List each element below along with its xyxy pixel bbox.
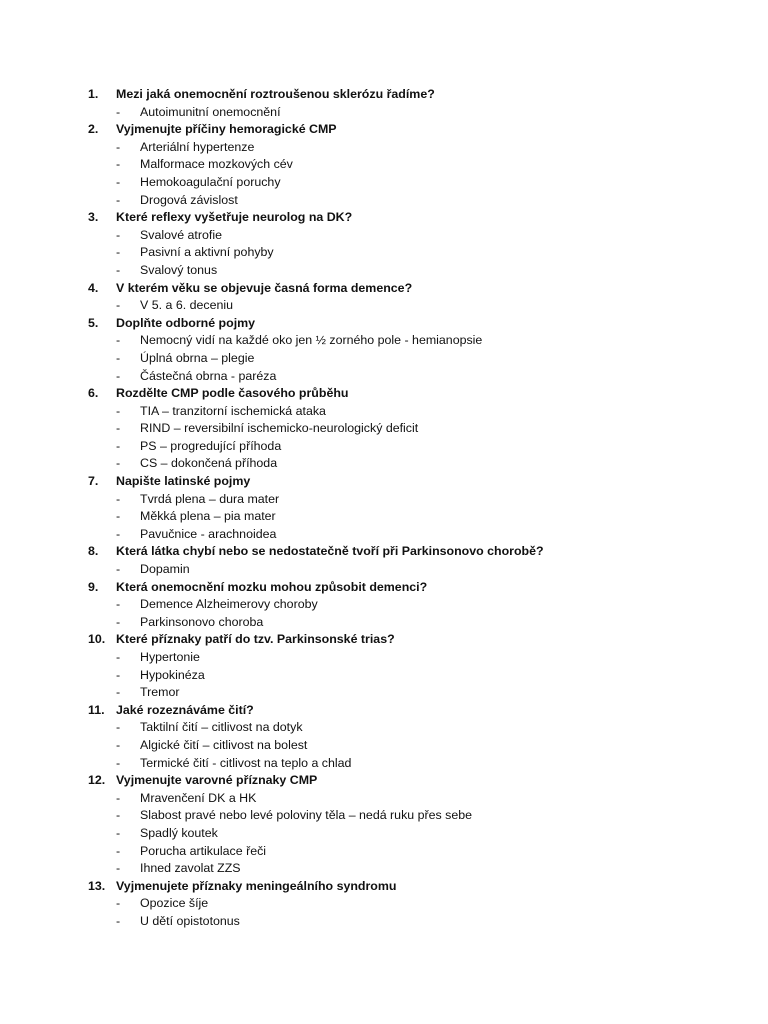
question-item: [88, 772, 728, 878]
answer-text: RIND – reversibilní ischemicko-neurologický deficit: [140, 421, 419, 436]
dash-bullet: -: [116, 157, 121, 172]
dash-bullet: -: [116, 667, 121, 682]
dash-bullet: -: [116, 509, 121, 524]
question-item: [88, 878, 728, 931]
dash-bullet: -: [116, 614, 121, 629]
question-text: Vyjmenujete příznaky meningeálního syndromu: [116, 878, 397, 893]
question-heading: [88, 878, 728, 896]
question-heading: [88, 543, 728, 561]
question-item: [88, 315, 728, 385]
answer-item: [88, 508, 728, 526]
question-number: 5.: [88, 315, 99, 330]
answer-text: Částečná obrna - paréza: [140, 368, 277, 383]
answer-item: [88, 403, 728, 421]
answer-text: Hypertonie: [140, 650, 200, 664]
dash-bullet: -: [116, 720, 121, 735]
answer-text: TIA – tranzitorní ischemická ataka: [140, 403, 326, 418]
question-number: 9.: [88, 579, 99, 594]
dash-bullet: -: [116, 843, 121, 858]
question-text: Mezi jaká onemocnění roztroušenou sklerózu řadíme?: [116, 87, 435, 101]
dash-bullet: -: [116, 298, 121, 313]
answer-item: [88, 156, 728, 174]
answer-item: [88, 244, 728, 262]
answer-text: CS – dokončená příhoda: [140, 456, 278, 471]
answer-text: Hypokinéza: [140, 667, 205, 682]
question-text: Vyjmenujte příčiny hemoragické CMP: [116, 122, 337, 137]
answer-item: [88, 807, 728, 825]
question-heading: [88, 86, 728, 104]
answer-item: [88, 667, 728, 685]
question-number: 11.: [88, 702, 105, 717]
answer-text: Měkká plena – pia mater: [140, 509, 276, 524]
dash-bullet: -: [116, 174, 121, 189]
answer-text: Porucha artikulace řeči: [140, 843, 267, 858]
answer-text: Dopamin: [140, 562, 190, 577]
answer-text: Úplná obrna – plegie: [140, 350, 255, 365]
question-heading: [88, 579, 728, 597]
answer-text: Termické čití - citlivost na teplo a chlad: [140, 755, 352, 770]
question-heading: [88, 385, 728, 403]
question-text: Které reflexy vyšetřuje neurolog na DK?: [116, 210, 353, 225]
answer-item: [88, 860, 728, 878]
answer-item: [88, 913, 728, 931]
answer-text: Svalové atrofie: [140, 227, 222, 242]
question-heading: [88, 473, 728, 491]
answer-item: [88, 755, 728, 773]
answer-item: [88, 297, 728, 315]
question-number: 4.: [88, 280, 99, 295]
answer-text: Algické čití – citlivost na bolest: [140, 737, 308, 752]
question-number: 2.: [88, 122, 99, 137]
question-heading: [88, 121, 728, 139]
question-text: Vyjmenujte varovné příznaky CMP: [116, 773, 318, 788]
dash-bullet: -: [116, 790, 121, 805]
dash-bullet: -: [116, 808, 121, 823]
dash-bullet: -: [116, 139, 121, 154]
question-number: 8.: [88, 544, 99, 559]
answer-text: Tvrdá plena – dura mater: [140, 491, 280, 506]
dash-bullet: -: [116, 403, 121, 418]
answer-item: [88, 526, 728, 544]
dash-bullet: -: [116, 368, 121, 383]
answer-item: [88, 843, 728, 861]
question-item: [88, 579, 728, 632]
question-text: Rozdělte CMP podle časového průběhu: [116, 386, 349, 401]
answer-text: Nemocný vidí na každé oko jen ½ zorného pole - hemianopsie: [140, 333, 483, 348]
answer-item: [88, 790, 728, 808]
dash-bullet: -: [116, 262, 121, 277]
dash-bullet: -: [116, 456, 121, 471]
question-number: 12.: [88, 773, 106, 788]
question-item: [88, 543, 728, 578]
answer-text: Autoimunitní onemocnění: [140, 104, 281, 119]
question-heading: [88, 315, 728, 333]
question-heading: [88, 772, 728, 790]
question-item: [88, 121, 728, 209]
dash-bullet: -: [116, 650, 121, 664]
dash-bullet: -: [116, 245, 121, 260]
dash-bullet: -: [116, 597, 121, 612]
question-number: 13.: [88, 878, 106, 893]
answer-text: V 5. a 6. deceniu: [140, 298, 233, 313]
answer-text: Hemokoagulační poruchy: [140, 174, 281, 189]
answer-item: [88, 104, 728, 122]
question-heading: [88, 702, 728, 720]
question-item: [88, 385, 728, 473]
question-item: [88, 209, 728, 279]
question-list: [88, 86, 728, 931]
dash-bullet: -: [116, 333, 121, 348]
answer-item: [88, 332, 728, 350]
question-number: 3.: [88, 210, 99, 225]
answer-item: [88, 139, 728, 157]
answer-text: Parkinsonovo choroba: [140, 614, 264, 629]
answer-item: [88, 192, 728, 210]
dash-bullet: -: [116, 350, 121, 365]
dash-bullet: -: [116, 913, 121, 928]
answer-item: [88, 596, 728, 614]
answer-item: [88, 825, 728, 843]
question-text: V kterém věku se objevuje časná forma demence?: [116, 280, 413, 295]
answer-item: [88, 350, 728, 368]
dash-bullet: -: [116, 896, 121, 911]
answer-text: Drogová závislost: [140, 192, 238, 207]
answer-text: Opozice šíje: [140, 896, 209, 911]
question-number: 7.: [88, 474, 99, 489]
question-item: [88, 631, 728, 701]
dash-bullet: -: [116, 438, 121, 453]
question-text: Které příznaky patří do tzv. Parkinsonské trias?: [116, 632, 395, 647]
question-text: Jaké rozeznáváme čití?: [116, 702, 254, 717]
question-number: 1.: [88, 87, 99, 101]
question-item: [88, 473, 728, 543]
answer-item: [88, 895, 728, 913]
question-heading: [88, 631, 728, 649]
question-text: Napište latinské pojmy: [116, 474, 251, 489]
question-text: Která onemocnění mozku mohou způsobit demenci?: [116, 579, 428, 594]
answer-item: [88, 737, 728, 755]
dash-bullet: -: [116, 227, 121, 242]
answer-text: PS – progredující příhoda: [140, 438, 282, 453]
dash-bullet: -: [116, 825, 121, 840]
answer-text: Slabost pravé nebo levé poloviny těla – nedá ruku přes sebe: [140, 808, 473, 823]
answer-text: U dětí opistotonus: [140, 913, 240, 928]
dash-bullet: -: [116, 526, 121, 541]
question-number: 6.: [88, 386, 99, 401]
question-number: 10.: [88, 632, 106, 647]
answer-text: Pavučnice - arachnoidea: [140, 526, 277, 541]
answer-item: [88, 561, 728, 579]
question-heading: [88, 280, 728, 298]
answer-text: Malformace mozkových cév: [140, 157, 293, 172]
answer-text: Tremor: [140, 685, 180, 700]
answer-item: [88, 368, 728, 386]
dash-bullet: -: [116, 192, 121, 207]
dash-bullet: -: [116, 562, 121, 577]
answer-text: Svalový tonus: [140, 262, 218, 277]
answer-item: [88, 491, 728, 509]
answer-text: Spadlý koutek: [140, 825, 218, 840]
answer-item: [88, 420, 728, 438]
answer-item: [88, 227, 728, 245]
answer-text: Taktilní čití – citlivost na dotyk: [140, 720, 303, 735]
answer-item: [88, 614, 728, 632]
answer-text: Arteriální hypertenze: [140, 139, 255, 154]
question-item: [88, 702, 728, 772]
question-item: [88, 280, 728, 315]
answer-item: [88, 438, 728, 456]
dash-bullet: -: [116, 491, 121, 506]
answer-text: Pasivní a aktivní pohyby: [140, 245, 274, 260]
dash-bullet: -: [116, 421, 121, 436]
answer-item: [88, 684, 728, 702]
answer-item: [88, 262, 728, 280]
dash-bullet: -: [116, 104, 121, 119]
dash-bullet: -: [116, 685, 121, 700]
answer-text: Demence Alzheimerovy choroby: [140, 597, 318, 612]
dash-bullet: -: [116, 737, 121, 752]
answer-text: Mravenčení DK a HK: [140, 790, 257, 805]
answer-item: [88, 719, 728, 737]
answer-item: [88, 455, 728, 473]
dash-bullet: -: [116, 861, 121, 876]
answer-item: [88, 174, 728, 192]
question-text: Která látka chybí nebo se nedostatečně tvoří při Parkinsonovo chorobě?: [116, 544, 544, 559]
question-item: [88, 86, 728, 121]
answer-text: Ihned zavolat ZZS: [140, 861, 241, 876]
question-text: Doplňte odborné pojmy: [116, 315, 256, 330]
answer-item: [88, 649, 728, 667]
dash-bullet: -: [116, 755, 121, 770]
question-heading: [88, 209, 728, 227]
